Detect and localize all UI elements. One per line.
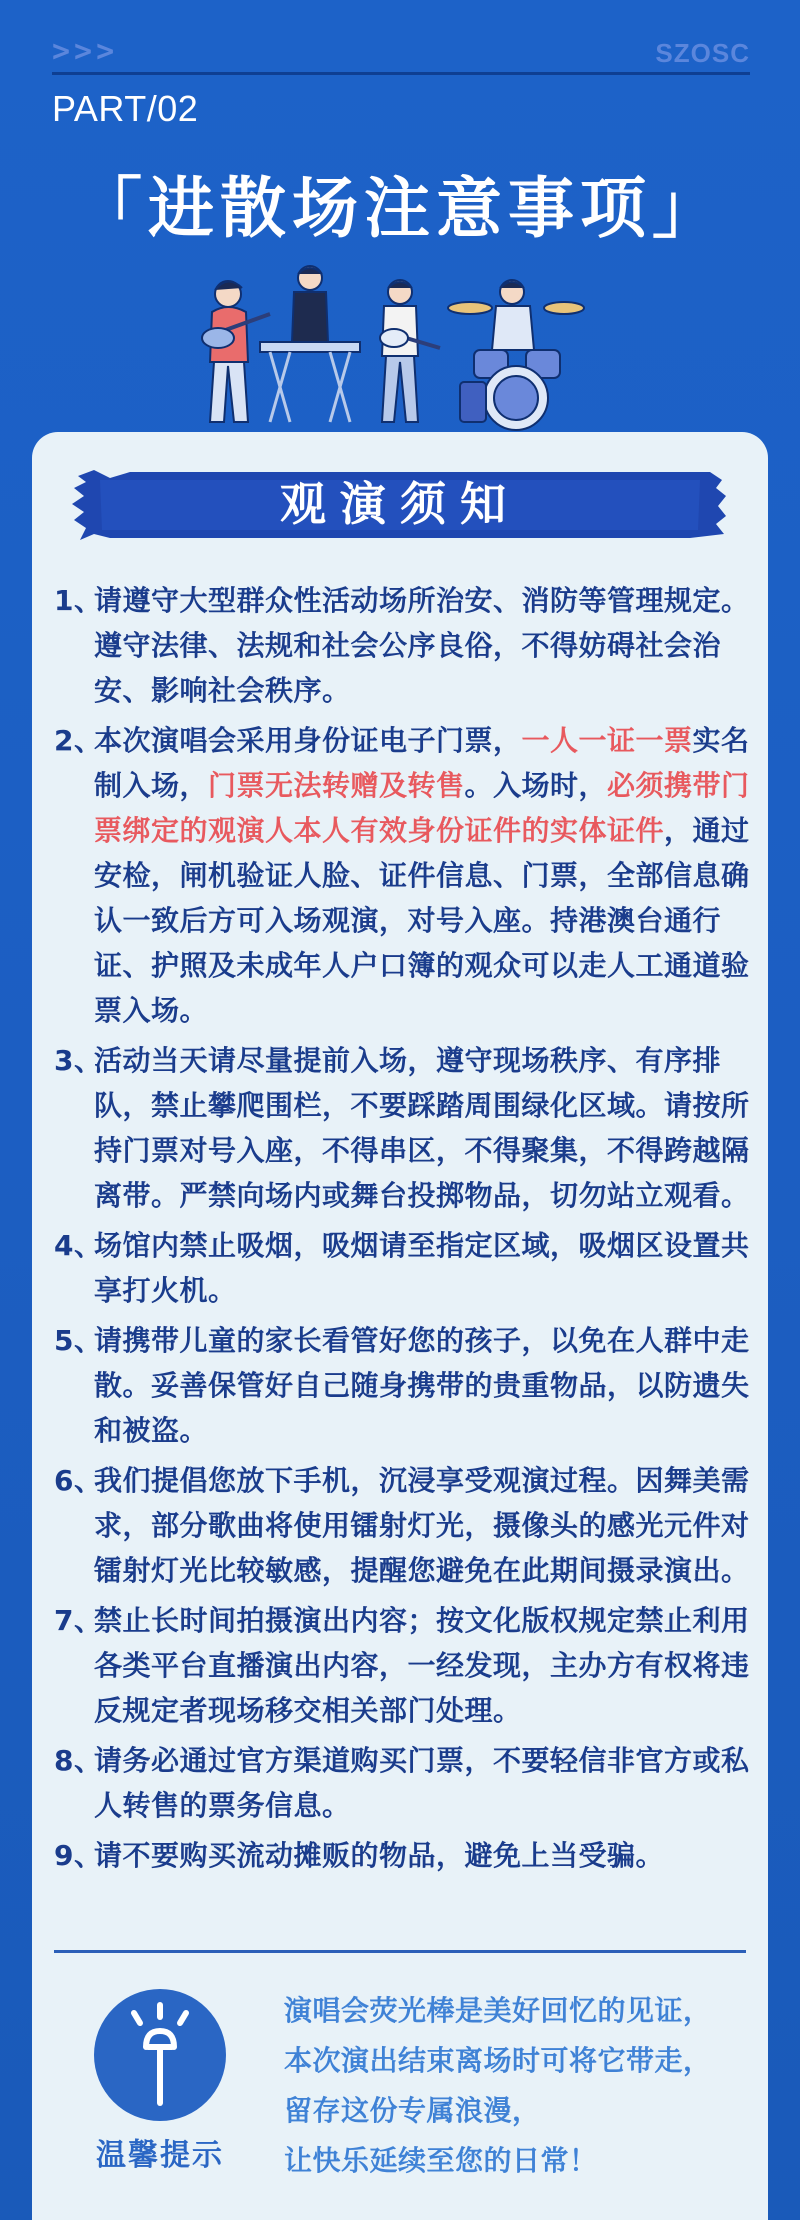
rule-item [54, 1738, 750, 1828]
rules-list [54, 578, 750, 1883]
rule-text: 禁止长时间拍摄演出内容；按文化版权规定禁止利用各类平台直播演出内容，一经发现，主办方有权将违反规定者现场移交相关部门处理。 [94, 1604, 750, 1727]
rule-number: 9、 [54, 1839, 103, 1872]
header-divider [52, 72, 750, 75]
rule-text: 活动当天请尽量提前入场，遵守现场秩序、有序排队，禁止攀爬围栏，不要踩踏周围绿化区域。请按所持门票对号入座，不得串区，不得聚集，不得跨越隔离带。严禁向场内或舞台投掷物品，切勿站立观看。 [94, 1044, 750, 1212]
part-label: PART/02 [52, 88, 199, 129]
rule-number: 5、 [54, 1324, 103, 1357]
rule-text: 请携带儿童的家长看管好您的孩子，以免在人群中走散。妥善保管好自己随身携带的贵重物品，以防遗失和被盗。 [94, 1324, 750, 1447]
rule-highlight-text: 门票无法转赠及转售 [208, 769, 465, 802]
rule-item [54, 1598, 750, 1733]
rule-item [54, 578, 750, 713]
page-title: 「进散场注意事项」 [76, 170, 724, 247]
band-illustration [190, 262, 590, 442]
notice-title: 观演须知 [280, 477, 520, 531]
rule-item [54, 1318, 750, 1453]
rule-text: 我们提倡您放下手机，沉浸享受观演过程。因舞美需求，部分歌曲将使用镭射灯光，摄像头的感光元件对镭射灯光比较敏感，提醒您避免在此期间摄录演出。 [94, 1464, 750, 1587]
tip-line: 演唱会荧光棒是美好回忆的见证， [284, 1994, 712, 2027]
rule-number: 2、 [54, 724, 103, 757]
arrow-decoration: >>> [52, 34, 119, 69]
keyboardist-figure [260, 266, 360, 422]
rule-highlight-text: 必须携带门票绑定的观演人本人有效身份证件的实体证件 [94, 769, 750, 847]
rule-number: 4、 [54, 1229, 103, 1262]
rule-item [54, 1458, 750, 1593]
tip-line: 本次演出结束离场时可将它带走， [284, 2044, 712, 2077]
tip-text [284, 1986, 754, 2186]
rule-text: ，通过安检，闸机验证人脸、证件信息、门票，全部信息确认一致后方可入场观演，对号入座。持港澳台通行证、护照及未成年人户口簿的观众可以走人工通道验票入场。 [94, 814, 750, 1027]
drummer-figure [448, 280, 584, 430]
tip-label: 温馨提示 [96, 2138, 224, 2173]
rule-number: 7、 [54, 1604, 103, 1637]
rule-text: 实名制入场， [94, 724, 750, 802]
rule-item [54, 1833, 750, 1878]
brand-label: SZOSC [655, 38, 750, 68]
bassist-figure [380, 280, 440, 422]
rule-number: 1、 [54, 584, 103, 617]
glowstick-icon [90, 1985, 230, 2125]
rule-item [54, 1223, 750, 1313]
rule-text: 场馆内禁止吸烟，吸烟请至指定区域，吸烟区设置共享打火机。 [94, 1229, 750, 1307]
rule-item [54, 1038, 750, 1218]
rule-text: 请遵守大型群众性活动场所治安、消防等管理规定。遵守法律、法规和社会公序良俗，不得妨碍社会治安、影响社会秩序。 [94, 584, 750, 707]
rule-text: 。入场时， [464, 769, 608, 802]
rule-number: 8、 [54, 1744, 103, 1777]
rule-text: 请务必通过官方渠道购买门票，不要轻信非官方或私人转售的票务信息。 [94, 1744, 750, 1822]
rule-highlight-text: 一人一证一票 [521, 724, 693, 757]
section-divider [54, 1950, 746, 1953]
rule-number: 6、 [54, 1464, 103, 1497]
tip-line: 让快乐延续至您的日常！ [284, 2144, 598, 2177]
tip-line: 留存这份专属浪漫， [284, 2094, 541, 2127]
rule-number: 3、 [54, 1044, 103, 1077]
rule-item [54, 718, 750, 1033]
rule-text: 请不要购买流动摊贩的物品，避免上当受骗。 [94, 1839, 665, 1872]
rule-text: 本次演唱会采用身份证电子门票， [94, 724, 522, 757]
